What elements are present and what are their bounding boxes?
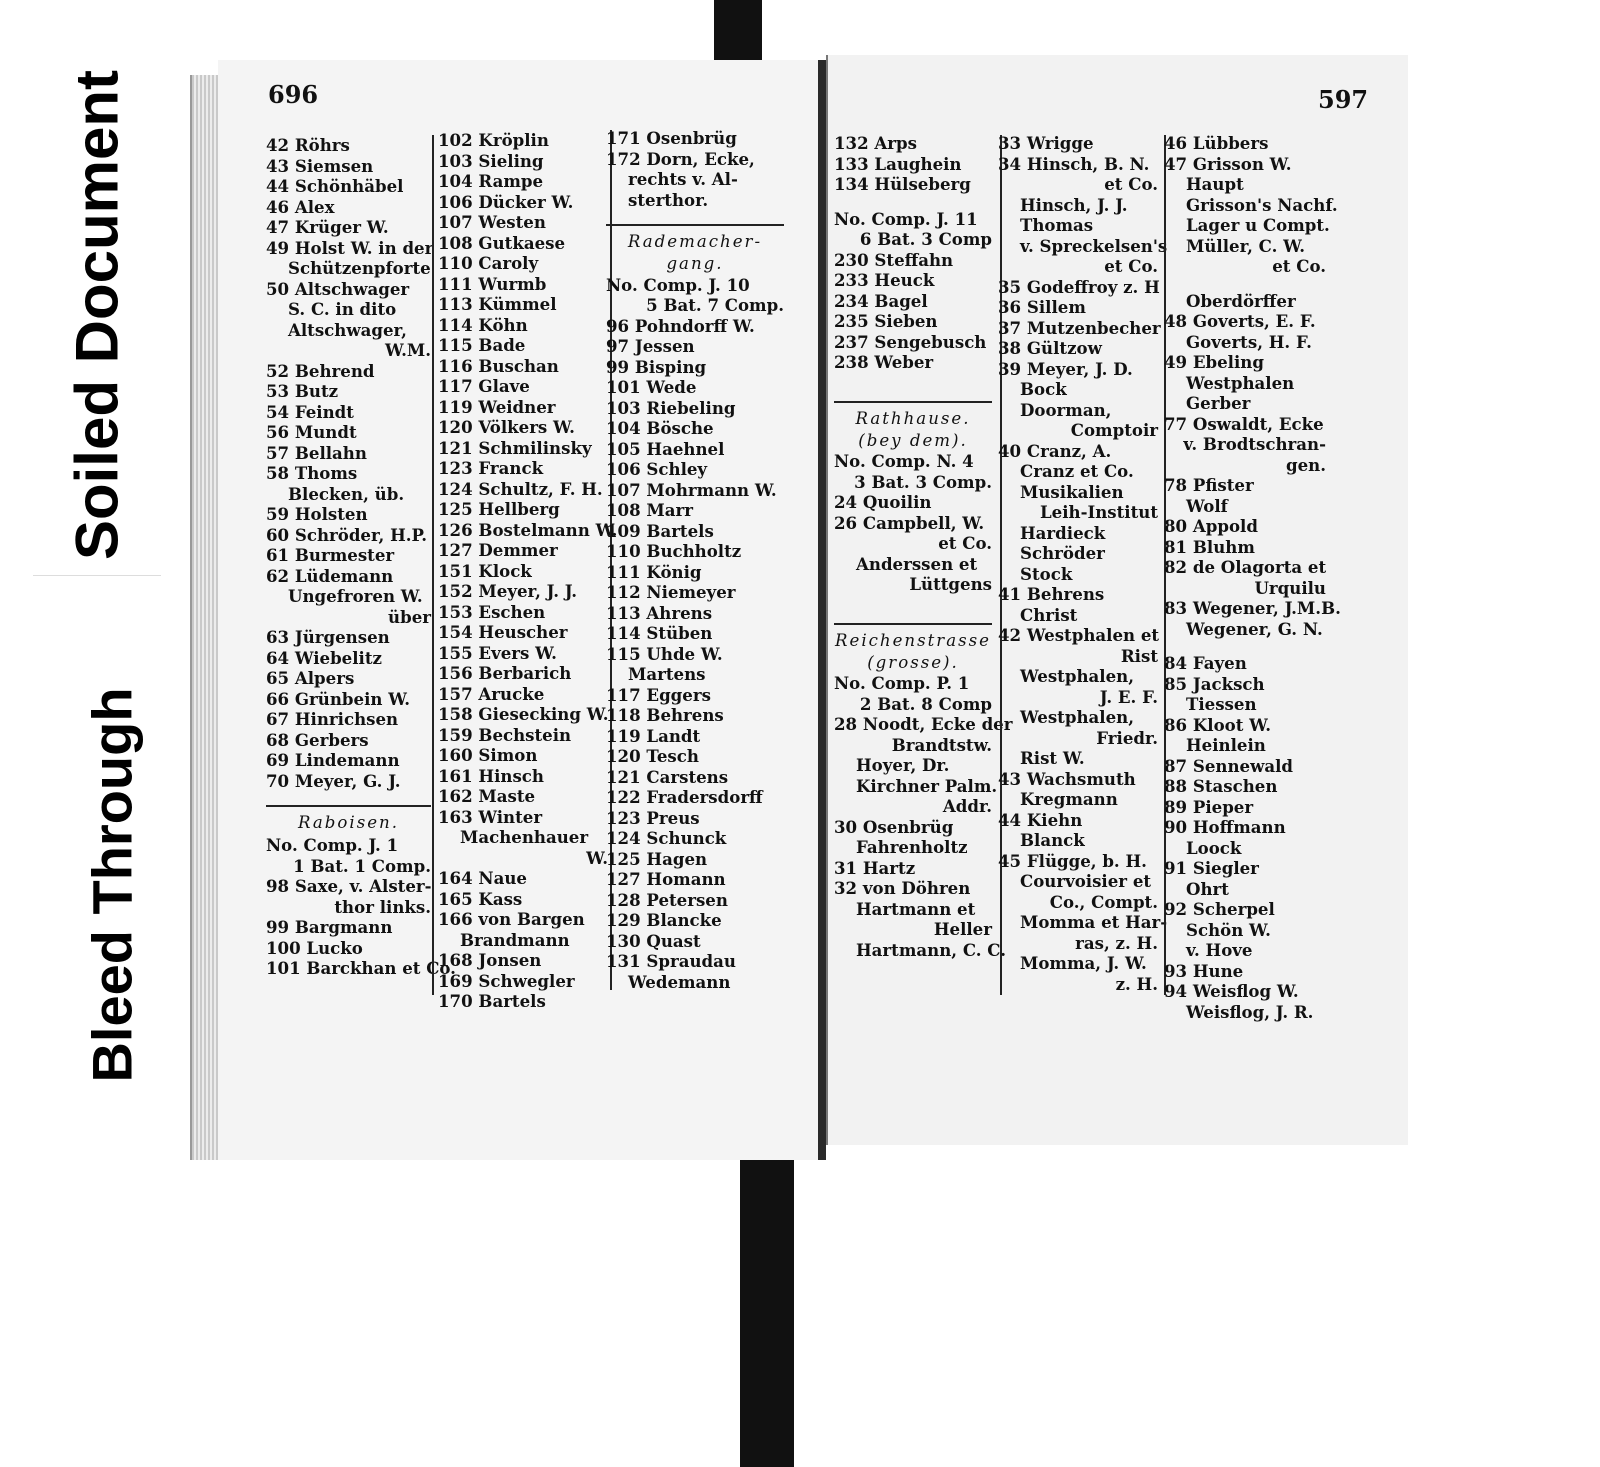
- directory-entry: Gerber: [1186, 393, 1251, 413]
- directory-entry: 69 Lindemann: [266, 750, 400, 770]
- directory-entry: 125 Hagen: [606, 848, 708, 869]
- directory-entry: 57 Bellahn: [266, 442, 367, 463]
- directory-entry: 172 Dorn, Ecke,: [606, 148, 755, 169]
- directory-entry: 34 Hinsch, B. N.: [998, 153, 1150, 174]
- directory-entry: 230 Steffahn: [834, 249, 954, 270]
- directory-entry: 131 Spraudau: [606, 951, 736, 971]
- directory-entry: Thomas: [1020, 215, 1094, 235]
- directory-entry: 47 Krüger W.: [266, 217, 389, 237]
- directory-entry: 61 Burmester: [266, 545, 395, 565]
- section-rule: [834, 387, 992, 401]
- directory-entry: 86 Kloot W.: [1164, 714, 1271, 735]
- directory-entry: 66 Grünbein W.: [266, 688, 411, 709]
- directory-entry: 67 Hinrichsen: [266, 709, 399, 729]
- directory-entry: Altschwager,: [288, 319, 407, 340]
- directory-entry: 2 Bat. 8 Comp: [859, 693, 992, 714]
- directory-entry: Rist: [1120, 645, 1158, 666]
- directory-entry: 84 Fayen: [1164, 653, 1247, 673]
- directory-entry: Grisson's Nachf.: [1186, 194, 1338, 215]
- directory-entry: 36 Sillem: [998, 297, 1086, 317]
- directory-entry: Hartmann et: [856, 898, 976, 919]
- directory-entry: rechts v. Al-: [628, 169, 738, 189]
- directory-entry: Musikalien: [1020, 481, 1124, 502]
- soiled-document-label: [33, 55, 161, 576]
- directory-entry: 168 Jonsen: [438, 950, 542, 970]
- directory-entry: 49 Ebeling: [1164, 352, 1264, 372]
- street-heading: gang.: [666, 254, 724, 273]
- directory-entry: 1 Bat. 1 Comp.: [293, 855, 431, 876]
- directory-entry: Hoyer, Dr.: [856, 755, 950, 775]
- directory-entry: 155 Evers W.: [438, 642, 557, 663]
- directory-entry: W.M.: [385, 340, 431, 360]
- directory-entry: 58 Thoms: [266, 463, 358, 483]
- directory-entry: Loock: [1186, 837, 1242, 858]
- directory-entry: 108 Marr: [606, 500, 694, 520]
- directory-entry: 97 Jessen: [606, 336, 695, 356]
- right-column-2: [998, 133, 1168, 994]
- directory-entry: 233 Heuck: [834, 270, 935, 290]
- directory-entry: Goverts, H. F.: [1186, 331, 1312, 352]
- left-column-2: [438, 130, 618, 1012]
- directory-entry: Christ: [1020, 604, 1078, 625]
- directory-entry: Brandtstw.: [891, 734, 992, 755]
- directory-entry: 114 Köhn: [438, 314, 528, 335]
- directory-entry: 44 Kiehn: [998, 809, 1083, 830]
- directory-entry: gen.: [1285, 454, 1326, 475]
- directory-entry: Schröder: [1020, 543, 1105, 563]
- directory-entry: 53 Butz: [266, 381, 339, 401]
- directory-entry: 115 Bade: [438, 335, 526, 355]
- directory-entry: Brandmann: [460, 929, 570, 950]
- directory-entry: 63 Jürgensen: [266, 627, 390, 647]
- directory-entry: Wedemann: [628, 971, 731, 992]
- directory-entry: 120 Tesch: [606, 746, 699, 766]
- directory-entry: v. Brodtschran-: [1183, 434, 1326, 454]
- section-rule: [1164, 639, 1326, 653]
- directory-entry: Oberdörffer: [1186, 290, 1296, 311]
- directory-entry: Cranz et Co.: [1020, 461, 1134, 481]
- directory-entry: 83 Wegener, J.M.B.: [1164, 598, 1341, 618]
- directory-entry: 81 Bluhm: [1164, 536, 1255, 557]
- street-heading: Rademacher-: [606, 224, 784, 254]
- bleed-through-text: Bleed Through: [80, 687, 144, 1083]
- directory-entry: 49 Holst W. in der: [266, 237, 434, 258]
- directory-entry: 103 Sieling: [438, 150, 544, 171]
- directory-entry: 123 Preus: [606, 807, 700, 828]
- directory-entry: 122 Fradersdorff: [606, 787, 763, 807]
- directory-entry: 96 Pohndorff W.: [606, 315, 755, 336]
- directory-entry: 154 Heuscher: [438, 622, 568, 642]
- directory-entry: 102 Kröplin: [438, 130, 549, 150]
- directory-entry: 100 Lucko: [266, 937, 363, 958]
- directory-entry: 162 Maste: [438, 786, 536, 806]
- directory-entry: 78 Pfister: [1164, 475, 1254, 495]
- section-rule: [266, 791, 431, 805]
- directory-entry: 161 Hinsch: [438, 765, 544, 786]
- directory-entry: 62 Lüdemann: [266, 565, 394, 586]
- directory-entry: Rist W.: [1020, 748, 1085, 768]
- directory-entry: 120 Völkers W.: [438, 417, 575, 437]
- directory-entry: 121 Carstens: [606, 766, 729, 787]
- left-page: [218, 60, 820, 1160]
- directory-entry: ras, z. H.: [1075, 932, 1158, 953]
- directory-entry: S. C. in dito: [288, 299, 397, 319]
- directory-entry: Westphalen,: [1020, 666, 1134, 686]
- directory-entry: 151 Klock: [438, 560, 532, 581]
- directory-entry: 113 Ahrens: [606, 602, 713, 623]
- directory-entry: 99 Bisping: [606, 356, 707, 377]
- directory-entry: 237 Sengebusch: [834, 331, 987, 352]
- directory-entry: 110 Caroly: [438, 253, 539, 273]
- directory-entry: 88 Staschen: [1164, 776, 1278, 796]
- directory-entry: thor links.: [334, 896, 431, 917]
- directory-entry: Kregmann: [1020, 789, 1118, 809]
- directory-entry: z. H.: [1115, 973, 1158, 994]
- directory-entry: 48 Goverts, E. F.: [1164, 311, 1316, 331]
- directory-entry: Comptoir: [1070, 420, 1158, 440]
- directory-entry: 132 Arps: [834, 133, 917, 153]
- directory-entry: Hartmann, C. C.: [856, 939, 1006, 960]
- directory-entry: Schützenpforte: [288, 258, 431, 278]
- directory-entry: 104 Rampe: [438, 171, 544, 191]
- street-heading: Raboisen.: [266, 805, 431, 835]
- directory-entry: 125 Hellberg: [438, 499, 560, 519]
- directory-entry: 117 Glave: [438, 376, 530, 396]
- directory-entry: 103 Riebeling: [606, 397, 736, 418]
- directory-entry: Courvoisier et: [1020, 871, 1152, 891]
- directory-entry: 90 Hoffmann: [1164, 817, 1286, 837]
- directory-entry: 121 Schmilinsky: [438, 437, 592, 458]
- directory-entry: No. Comp. N. 4: [834, 451, 974, 471]
- directory-entry: J. E. F.: [1099, 686, 1158, 707]
- directory-entry: Heinlein: [1186, 735, 1266, 755]
- directory-entry: Schön W.: [1186, 919, 1271, 940]
- directory-entry: 47 Grisson W.: [1164, 153, 1292, 174]
- directory-entry: 54 Feindt: [266, 401, 354, 422]
- directory-entry: 107 Mohrmann W.: [606, 479, 777, 500]
- street-heading: Rathhause.: [834, 401, 992, 431]
- directory-entry: 127 Demmer: [438, 540, 558, 560]
- street-heading: (grosse).: [867, 652, 959, 672]
- directory-entry: v. Hove: [1186, 940, 1253, 960]
- directory-entry: 124 Schultz, F. H.: [438, 478, 603, 499]
- directory-entry: Stock: [1020, 563, 1073, 584]
- left-column-1: [266, 135, 456, 979]
- directory-entry: 39 Meyer, J. D.: [998, 358, 1133, 379]
- directory-entry: 165 Kass: [438, 888, 523, 909]
- directory-entry: 112 Niemeyer: [606, 582, 736, 602]
- street-heading: Reichenstrasse: [834, 623, 992, 653]
- directory-entry: Blanck: [1020, 830, 1085, 850]
- directory-entry: 6 Bat. 3 Comp: [859, 229, 992, 249]
- section-rule: [606, 210, 784, 224]
- directory-entry: 42 Westphalen et: [998, 625, 1160, 645]
- directory-entry: 105 Haehnel: [606, 438, 725, 459]
- directory-entry: Friedr.: [1096, 727, 1158, 748]
- soiled-document-text: Soiled Document: [63, 69, 131, 561]
- directory-entry: 37 Mutzenbecher: [998, 317, 1161, 338]
- directory-entry: Hinsch, J. J.: [1020, 194, 1128, 215]
- directory-entry: Ungefroren W.: [288, 586, 423, 606]
- section-rule: [1164, 277, 1326, 291]
- directory-entry: 41 Behrens: [998, 584, 1105, 604]
- right-page: [826, 55, 1408, 1145]
- directory-entry: et Co.: [1104, 256, 1158, 276]
- directory-entry: 101 Barckhan et Co.: [266, 958, 456, 978]
- directory-entry: 99 Bargmann: [266, 917, 393, 937]
- section-rule: [834, 609, 992, 623]
- directory-entry: 163 Winter: [438, 806, 543, 827]
- directory-entry: 115 Uhde W.: [606, 643, 723, 664]
- directory-entry: 70 Meyer, G. J.: [266, 770, 401, 791]
- directory-entry: 107 Westen: [438, 212, 546, 232]
- directory-entry: 46 Lübbers: [1164, 133, 1269, 153]
- directory-entry: No. Comp. P. 1: [834, 673, 970, 693]
- directory-entry: 98 Saxe, v. Alster-: [266, 876, 432, 896]
- directory-entry: 64 Wiebelitz: [266, 647, 382, 668]
- directory-entry: 60 Schröder, H.P.: [266, 524, 428, 545]
- left-page-number: 696: [268, 80, 319, 109]
- directory-entry: 159 Bechstein: [438, 724, 572, 745]
- directory-entry: 65 Alpers: [266, 668, 355, 688]
- directory-entry: 113 Kümmel: [438, 294, 557, 314]
- directory-entry: 169 Schwegler: [438, 970, 575, 991]
- directory-entry: über: [388, 606, 431, 627]
- directory-entry: 119 Landt: [606, 725, 701, 746]
- directory-entry: 42 Röhrs: [266, 135, 350, 155]
- directory-entry: Heller: [933, 919, 992, 939]
- directory-entry: 110 Buchholtz: [606, 541, 742, 561]
- directory-entry: 128 Petersen: [606, 889, 728, 910]
- directory-entry: 108 Gutkaese: [438, 232, 566, 253]
- directory-entry: Wolf: [1186, 495, 1228, 516]
- directory-entry: W.: [586, 847, 608, 868]
- directory-entry: et Co.: [1272, 256, 1326, 276]
- directory-entry: 52 Behrend: [266, 360, 375, 381]
- directory-entry: 133 Laughein: [834, 153, 962, 174]
- binding-strip-bottom: [740, 1130, 794, 1467]
- directory-entry: 80 Appold: [1164, 516, 1258, 536]
- directory-entry: 45 Flügge, b. H.: [998, 850, 1147, 871]
- directory-entry: 35 Godeffroy z. H: [998, 276, 1160, 297]
- directory-entry: 114 Stüben: [606, 623, 713, 643]
- directory-entry: Tiessen: [1186, 694, 1257, 714]
- directory-entry: Westphalen: [1186, 372, 1295, 393]
- directory-entry: 104 Bösche: [606, 418, 714, 438]
- directory-entry: 56 Mundt: [266, 422, 357, 442]
- directory-entry: 238 Weber: [834, 352, 934, 372]
- directory-entry: 24 Quoilin: [834, 492, 932, 512]
- bleed-through-label: [42, 640, 182, 1130]
- directory-entry: 160 Simon: [438, 745, 538, 765]
- right-column-1: [834, 133, 1013, 960]
- directory-entry: Weisflog, J. R.: [1186, 1001, 1314, 1022]
- directory-entry: 44 Schönhäbel: [266, 176, 404, 196]
- directory-entry: 164 Naue: [438, 868, 527, 888]
- directory-entry: 235 Sieben: [834, 311, 938, 331]
- directory-entry: 68 Gerbers: [266, 729, 369, 750]
- directory-entry: 5 Bat. 7 Comp.: [646, 295, 784, 315]
- directory-entry: Doorman,: [1020, 399, 1112, 420]
- column-divider: [432, 135, 434, 995]
- directory-entry: 118 Behrens: [606, 705, 724, 725]
- directory-entry: 31 Hartz: [834, 857, 916, 878]
- directory-entry: 157 Arucke: [438, 683, 545, 704]
- section-rule: [834, 595, 992, 609]
- directory-entry: 50 Altschwager: [266, 278, 410, 299]
- directory-entry: Bock: [1020, 379, 1067, 399]
- directory-entry: Fahrenholtz: [856, 837, 968, 857]
- directory-entry: 153 Eschen: [438, 601, 546, 622]
- directory-entry: 89 Pieper: [1164, 796, 1254, 817]
- directory-entry: 130 Quast: [606, 930, 701, 951]
- directory-entry: Müller, C. W.: [1186, 235, 1305, 256]
- directory-entry: 30 Osenbrüg: [834, 816, 954, 837]
- directory-entry: Hardieck: [1020, 522, 1106, 543]
- directory-entry: Westphalen,: [1020, 707, 1134, 727]
- directory-entry: 46 Alex: [266, 196, 335, 217]
- directory-entry: 123 Franck: [438, 458, 544, 478]
- directory-entry: No. Comp. J. 11: [834, 208, 978, 229]
- directory-entry: 26 Campbell, W.: [834, 512, 985, 533]
- directory-entry: 3 Bat. 3 Comp.: [854, 471, 992, 492]
- directory-entry: Co., Compt.: [1049, 891, 1158, 912]
- directory-entry: 85 Jacksch: [1164, 673, 1265, 694]
- binding-strip-top: [714, 0, 762, 60]
- directory-entry: 101 Wede: [606, 377, 697, 397]
- directory-entry: 106 Schley: [606, 459, 708, 479]
- directory-entry: 124 Schunck: [606, 828, 727, 848]
- directory-entry: 111 Wurmb: [438, 273, 547, 294]
- directory-entry: Blecken, üb.: [288, 483, 405, 504]
- section-rule: [834, 195, 992, 209]
- directory-entry: 92 Scherpel: [1164, 899, 1275, 919]
- directory-entry: 119 Weidner: [438, 396, 556, 417]
- directory-entry: Momma, J. W.: [1020, 953, 1147, 973]
- directory-entry: Urquilu: [1254, 577, 1326, 598]
- directory-entry: Momma et Har-: [1020, 912, 1168, 932]
- directory-entry: 111 König: [606, 561, 702, 582]
- directory-entry: 134 Hülseberg: [834, 174, 971, 194]
- directory-entry: 109 Bartels: [606, 520, 714, 541]
- directory-entry: 87 Sennewald: [1164, 755, 1294, 776]
- section-rule: [834, 373, 992, 387]
- directory-entry: Wegener, G. N.: [1186, 618, 1323, 639]
- directory-entry: 156 Berbarich: [438, 663, 572, 683]
- directory-entry: Kirchner Palm.: [856, 775, 998, 796]
- right-page-number: 597: [1318, 85, 1369, 114]
- directory-entry: Anderssen et: [856, 553, 978, 574]
- directory-entry: 106 Dücker W.: [438, 191, 574, 212]
- directory-entry: 33 Wrigge: [998, 133, 1094, 153]
- directory-entry: 116 Buschan: [438, 355, 559, 376]
- directory-entry: No. Comp. J. 10: [606, 274, 750, 295]
- directory-entry: 38 Gültzow: [998, 338, 1102, 358]
- directory-entry: 32 von Döhren: [834, 878, 971, 898]
- left-column-3: [606, 128, 784, 992]
- book-gutter: [818, 60, 826, 1160]
- directory-entry: 126 Bostelmann W.: [438, 519, 618, 540]
- directory-entry: 93 Hune: [1164, 960, 1244, 981]
- directory-entry: et Co.: [938, 533, 992, 553]
- right-column-3: [1164, 133, 1341, 1022]
- directory-entry: 117 Eggers: [606, 684, 711, 705]
- street-heading: (bey dem).: [858, 430, 968, 450]
- directory-entry: 152 Meyer, J. J.: [438, 581, 578, 601]
- directory-entry: 43 Wachsmuth: [998, 768, 1136, 789]
- directory-entry: 91 Siegler: [1164, 858, 1259, 878]
- directory-entry: 129 Blancke: [606, 910, 722, 930]
- directory-entry: 127 Homann: [606, 869, 726, 889]
- directory-entry: 166 von Bargen: [438, 909, 585, 929]
- directory-entry: 59 Holsten: [266, 504, 368, 524]
- directory-entry: Martens: [628, 664, 706, 684]
- directory-entry: 40 Cranz, A.: [998, 440, 1112, 461]
- directory-entry: Lager u Compt.: [1186, 215, 1330, 235]
- directory-entry: Haupt: [1186, 174, 1244, 194]
- directory-entry: 94 Weisflog W.: [1164, 981, 1299, 1001]
- directory-entry: Leih-Institut: [1039, 502, 1158, 522]
- directory-entry: Addr.: [942, 796, 992, 816]
- directory-entry: Machenhauer: [460, 827, 589, 847]
- directory-entry: sterthor.: [628, 189, 709, 210]
- directory-entry: 170 Bartels: [438, 991, 546, 1011]
- directory-entry: No. Comp. J. 1: [266, 835, 399, 855]
- directory-entry: v. Spreckelsen's: [1020, 235, 1168, 256]
- directory-entry: Ohrt: [1186, 878, 1229, 899]
- directory-entry: 28 Noodt, Ecke der: [834, 714, 1013, 734]
- directory-entry: 234 Bagel: [834, 290, 928, 311]
- directory-entry: Lüttgens: [909, 574, 992, 594]
- directory-entry: 43 Siemsen: [266, 155, 374, 176]
- directory-entry: 77 Oswaldt, Ecke: [1164, 413, 1324, 434]
- directory-entry: 158 Giesecking W.: [438, 704, 609, 724]
- directory-entry: 171 Osenbrüg: [606, 128, 737, 148]
- directory-entry: 82 de Olagorta et: [1164, 557, 1327, 577]
- directory-entry: et Co.: [1104, 174, 1158, 194]
